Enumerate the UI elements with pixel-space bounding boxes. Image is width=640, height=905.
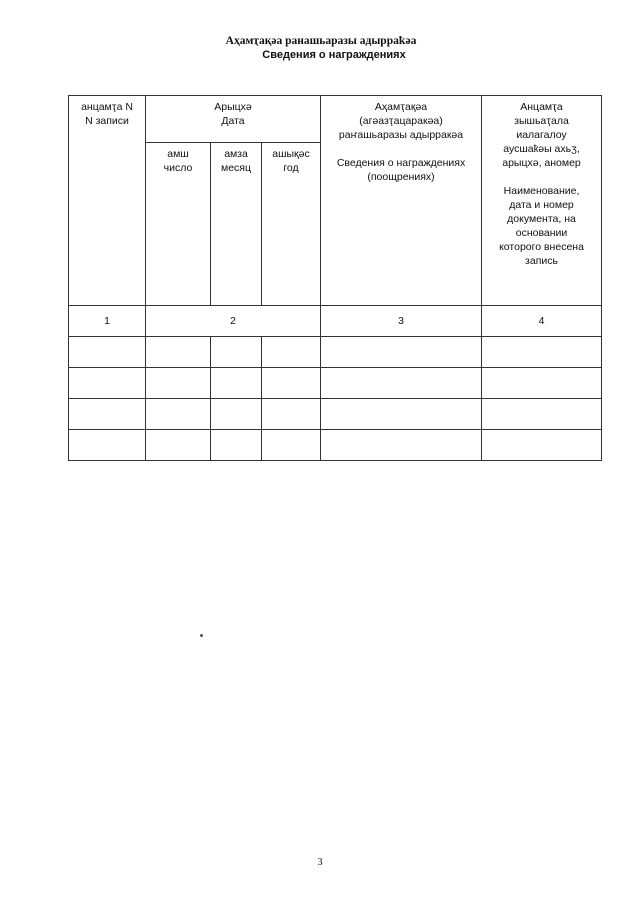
table-cell[interactable] bbox=[321, 337, 482, 368]
header-date: Арыцхә Дата bbox=[146, 96, 321, 143]
table-cell[interactable] bbox=[146, 399, 211, 430]
column-number: 1 bbox=[69, 306, 146, 337]
table-cell[interactable] bbox=[69, 399, 146, 430]
table-cell[interactable] bbox=[211, 337, 262, 368]
table-cell[interactable] bbox=[262, 368, 321, 399]
table-row bbox=[69, 368, 602, 399]
page-title bbox=[0, 34, 640, 62]
table-cell[interactable] bbox=[146, 368, 211, 399]
column-number: 2 bbox=[146, 306, 321, 337]
header-month: амза месяц bbox=[211, 143, 262, 306]
table-row bbox=[69, 337, 602, 368]
awards-table bbox=[68, 95, 602, 461]
table-cell[interactable] bbox=[69, 368, 146, 399]
table-cell[interactable] bbox=[482, 399, 602, 430]
table-row bbox=[69, 430, 602, 461]
table-cell[interactable] bbox=[321, 368, 482, 399]
scan-speck bbox=[200, 634, 203, 637]
title-abkhaz: Аҳамҭақәа ранашьаразы адырраҟәа bbox=[225, 35, 417, 47]
column-number-row bbox=[69, 306, 602, 337]
table-row bbox=[69, 399, 602, 430]
column-number: 4 bbox=[482, 306, 602, 337]
table-cell[interactable] bbox=[146, 337, 211, 368]
table-cell[interactable] bbox=[69, 337, 146, 368]
column-number: 3 bbox=[321, 306, 482, 337]
table-cell[interactable] bbox=[482, 368, 602, 399]
title-russian: Сведения о награждениях bbox=[262, 49, 406, 61]
table-cell[interactable] bbox=[482, 337, 602, 368]
header-day: амш число bbox=[146, 143, 211, 306]
table-cell[interactable] bbox=[262, 430, 321, 461]
table-cell[interactable] bbox=[69, 430, 146, 461]
header-document: Анцамҭа зышьаҭала иалагалоу аусшаҟәы ахьӡ, арыцхә, аномер Наименование, дата и номер документа, на основании которого внесена запись bbox=[482, 96, 602, 306]
page-number: 3 bbox=[317, 857, 323, 868]
table-cell[interactable] bbox=[321, 430, 482, 461]
table-cell[interactable] bbox=[146, 430, 211, 461]
header-record-number: анцамҭа N N записи bbox=[69, 96, 146, 306]
table-cell[interactable] bbox=[262, 399, 321, 430]
table-cell[interactable] bbox=[482, 430, 602, 461]
table-cell[interactable] bbox=[211, 430, 262, 461]
table-cell[interactable] bbox=[211, 368, 262, 399]
table-cell[interactable] bbox=[321, 399, 482, 430]
table-cell[interactable] bbox=[262, 337, 321, 368]
table-cell[interactable] bbox=[211, 399, 262, 430]
header-year: ашықәс год bbox=[262, 143, 321, 306]
header-award-info: Аҳамҭақәа (агәазҭацаракәа) раҥашьаразы адырракәа Сведения о награждениях (поощрениях) bbox=[321, 96, 482, 306]
